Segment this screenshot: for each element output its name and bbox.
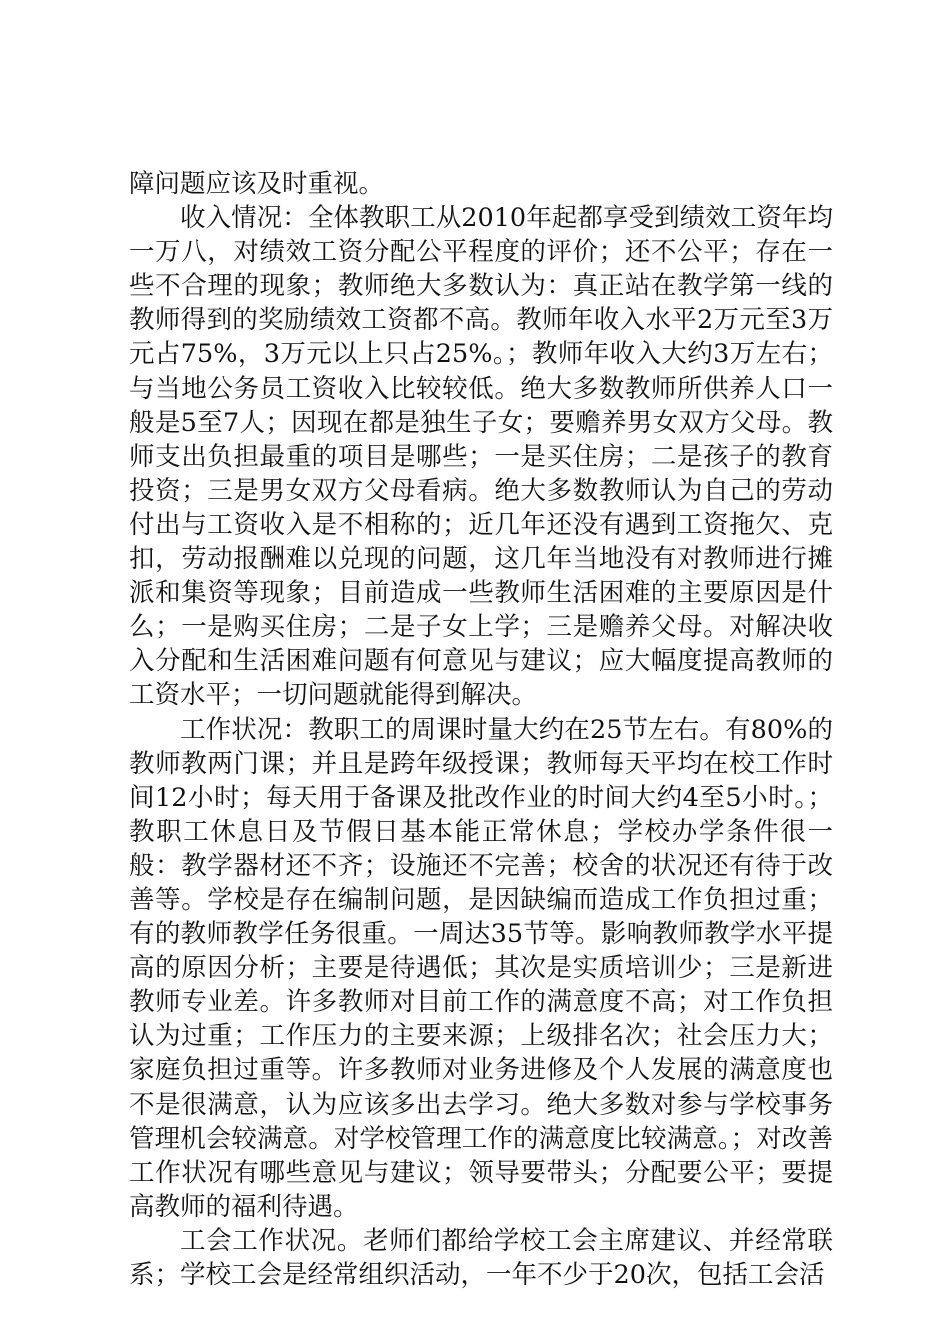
paragraph-union-work: 工会工作状况。老师们都给学校工会主席建议、并经常联系；学校工会是经常组织活动，一年不少于20次，包括工会活 bbox=[129, 1225, 833, 1290]
paragraph-income: 收入情况：全体教职工从2010年起都享受到绩效工资年均一万八，对绩效工资分配公平程度的评价；还不公平；存在一些不合理的现象；教师绝大多数认为：真正站在教学第一线的教师得到的奖励绩效工资都不高。教师年收入水平2万元至3万元占75%，3万元以上只占25%。；教师年收入大约3万左右；与当地公务员工资收入比较较低。绝大多数教师所供养人口一般是5至7人；因现在都是独生子女；要赡养男女双方父母。教师支出负担最重的项目是哪些；一是买住房；二是孩子的教育投资；三是男女双方父母看病。绝大多数教师认为自己的劳动付出与工资收入是不相称的；近几年还没有遇到工资拖欠、克扣，劳动报酬难以兑现的问题，这几年当地没有对教师进行摊派和集资等现象；目前造成一些教师生活困难的主要原因是什么；一是购买住房；二是子女上学；三是赡养父母。对解决收入分配和生活困难问题有何意见与建议；应大幅度提高教师的工资水平；一切问题就能得到解决。 bbox=[129, 203, 833, 711]
document-body bbox=[129, 167, 833, 1292]
paragraph-continuation: 障问题应该及时重视。 bbox=[129, 169, 385, 199]
paragraph-work-status: 工作状况：教职工的周课时量大约在25节左右。有80%的教师教两门课；并且是跨年级授课；教师每天平均在校工作时间12小时；每天用于备课及批改作业的时间大约4至5小时。；教职工休息日及节假日基本能正常休息；学校办学条件很一般：教学器材还不齐；设施还不完善；校舍的状况还有待于改善等。学校是存在编制问题，是因缺编而造成工作负担过重；有的教师教学任务很重。一周达35节等。影响教师教学水平提高的原因分析；主要是待遇低；其次是实质培训少；三是新进教师专业差。许多教师对目前工作的满意度不高；对工作负担认为过重；工作压力的主要来源；上级排名次；社会压力大；家庭负担过重等。许多教师对业务进修及个人发展的满意度也不是很满意，认为应该多出去学习。绝大多数对参与学校事务管理机会较满意。对学校管理工作的满意度比较满意。；对改善工作状况有哪些意见与建议；领导要带头；分配要公平；要提高教师的福利待遇。 bbox=[129, 714, 833, 1222]
